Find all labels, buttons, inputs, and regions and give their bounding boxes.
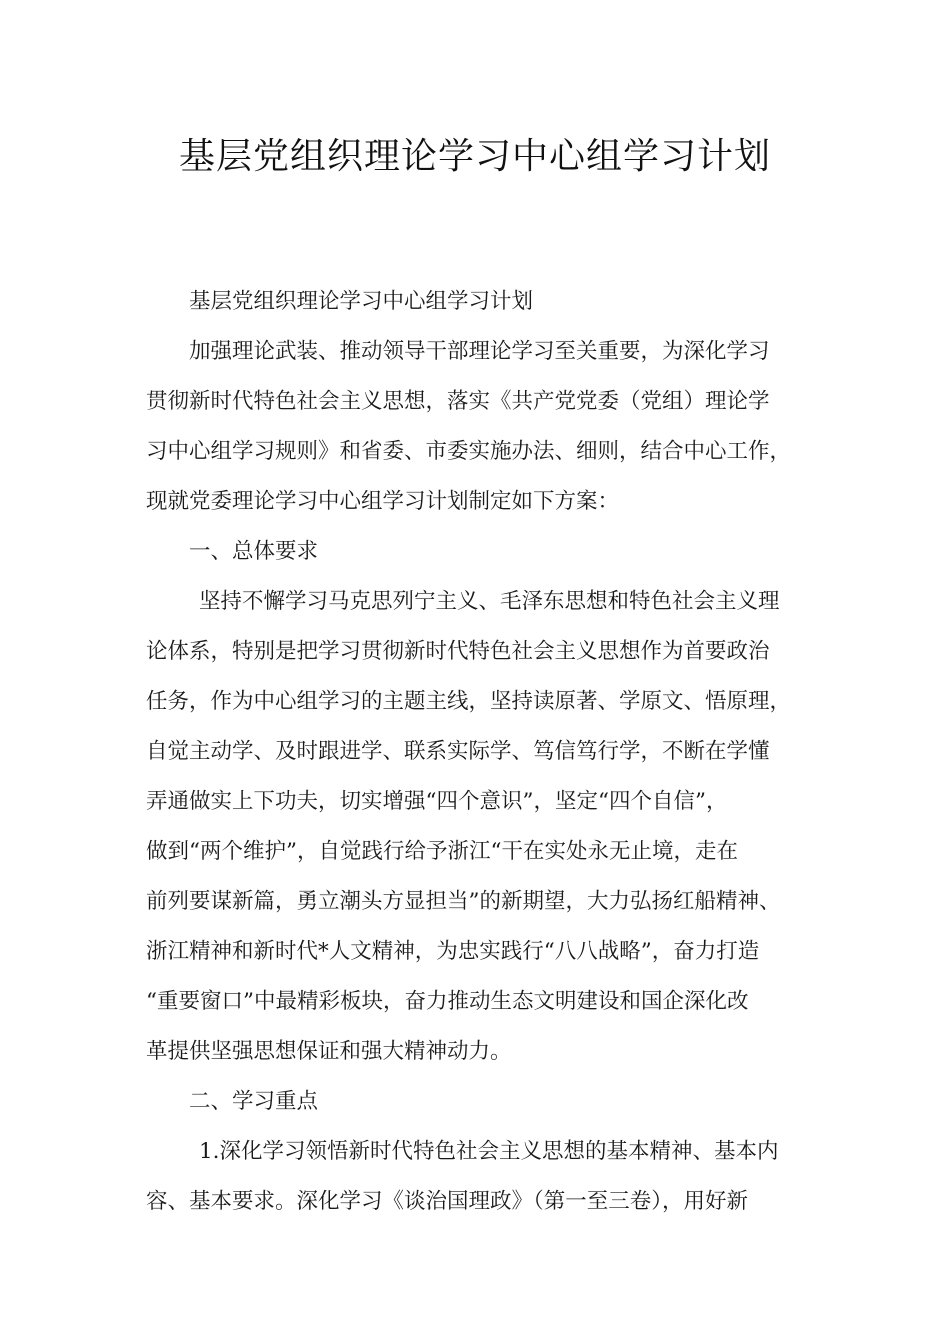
paragraph-2-line-1: 1.深化学习领悟新时代特色社会主义思想的基本精神、基本内 bbox=[199, 1139, 779, 1164]
document-title: 基层党组织理论学习中心组学习计划 bbox=[178, 136, 771, 177]
paragraph-intro-line-3: 习中心组学习规则》和省委、市委实施办法、细则，结合中心工作， bbox=[146, 439, 792, 464]
paragraph-1-line-4: 自觉主动学、及时跟进学、联系实际学、笃信笃行学，不断在学懂 bbox=[146, 739, 770, 764]
paragraph-1-line-7: 前列要谋新篇，勇立潮头方显担当”的新期望，大力弘扬红船精神、 bbox=[146, 889, 781, 914]
paragraph-1-line-5: 弄通做实上下功夫，切实增强“四个意识”，坚定“四个自信”， bbox=[146, 789, 728, 814]
paragraph-1-line-1: 坚持不懈学习马克思列宁主义、毛泽东思想和特色社会主义理 bbox=[199, 589, 780, 614]
paragraph-intro-line-2: 贯彻新时代特色社会主义思想，落实《共产党党委（党组）理论学 bbox=[146, 389, 770, 414]
paragraph-2-line-2: 容、基本要求。深化学习《谈治国理政》（第一至三卷），用好新 bbox=[146, 1189, 749, 1214]
paragraph-1-line-10: 革提供坚强思想保证和强大精神动力。 bbox=[146, 1039, 512, 1064]
paragraph-1-line-8: 浙江精神和新时代*人文精神，为忠实践行“八八战略”，奋力打造 bbox=[146, 939, 760, 964]
paragraph-1-line-3: 任务，作为中心组学习的主题主线，坚持读原著、学原文、悟原理， bbox=[146, 689, 792, 714]
paragraph-subtitle: 基层党组织理论学习中心组学习计划 bbox=[189, 289, 534, 314]
section-heading-2: 二、学习重点 bbox=[189, 1089, 319, 1114]
paragraph-intro-line-1: 加强理论武装、推动领导干部理论学习至关重要，为深化学习 bbox=[189, 339, 770, 364]
paragraph-1-line-9: “重要窗口”中最精彩板块，奋力推动生态文明建设和国企深化改 bbox=[146, 989, 749, 1014]
paragraph-intro-line-4: 现就党委理论学习中心组学习计划制定如下方案： bbox=[146, 489, 620, 514]
section-heading-1: 一、总体要求 bbox=[189, 539, 319, 564]
paragraph-1-line-6: 做到“两个维护”，自觉践行给予浙江“干在实处永无止境，走在 bbox=[146, 839, 738, 864]
paragraph-1-line-2: 论体系，特别是把学习贯彻新时代特色社会主义思想作为首要政治 bbox=[146, 639, 770, 664]
